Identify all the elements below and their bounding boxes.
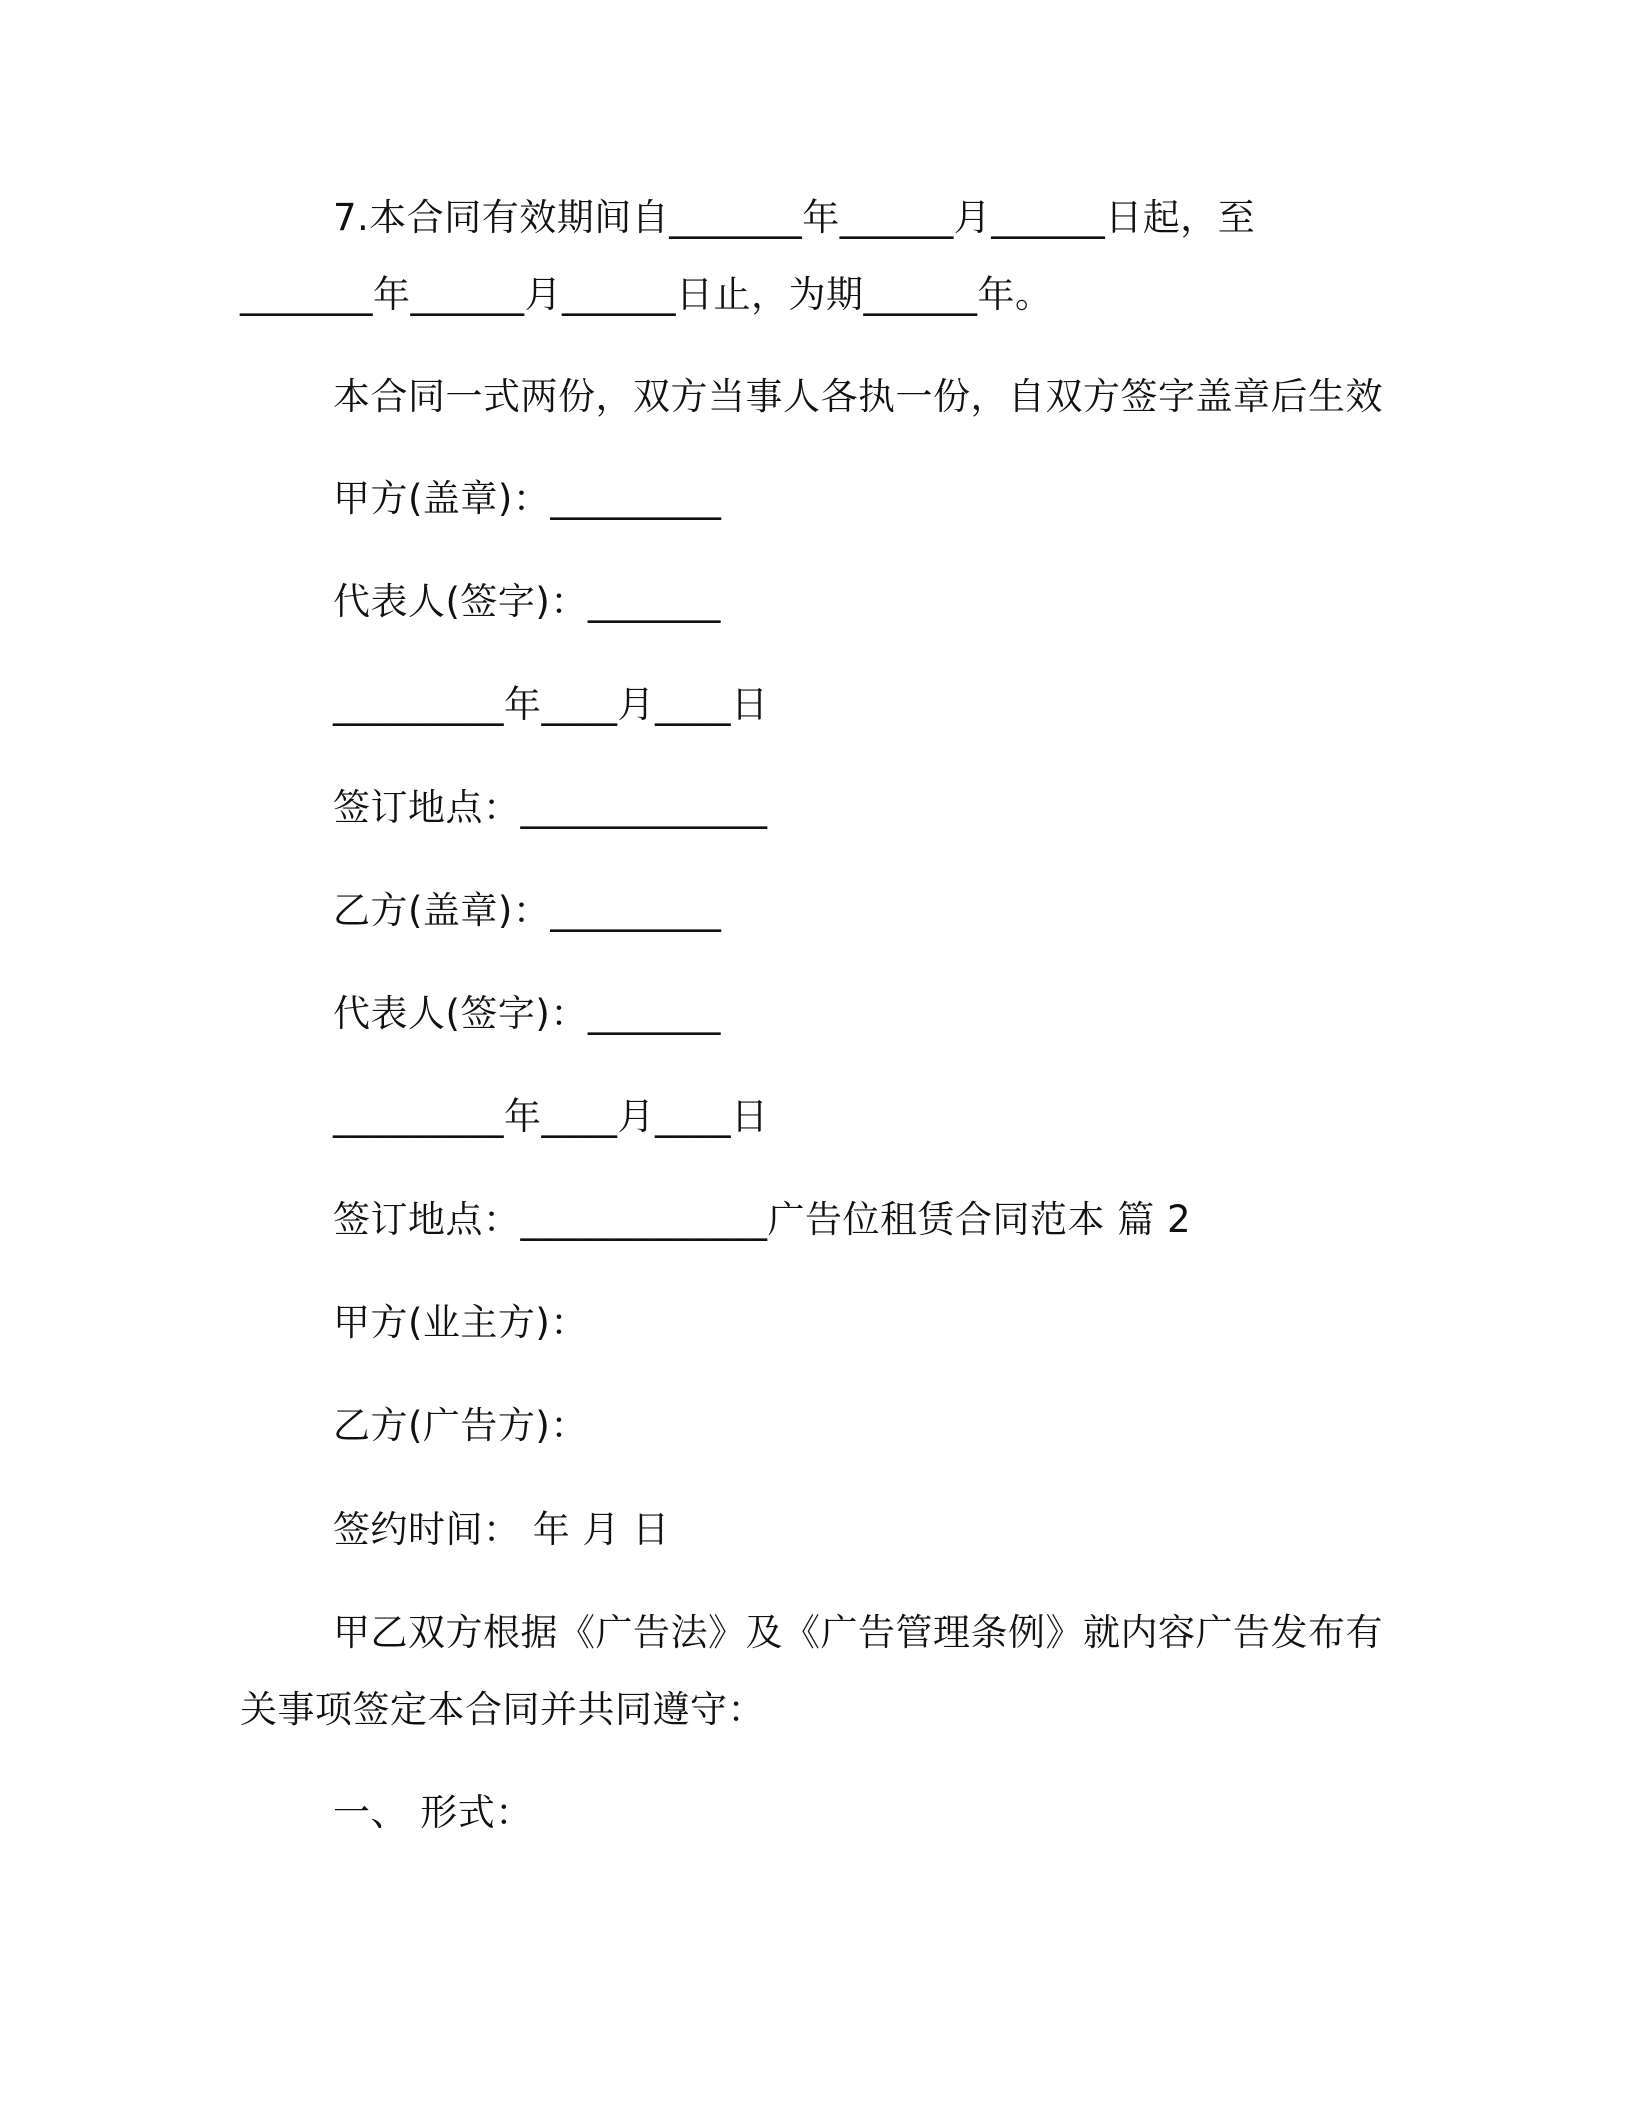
party-a-date: _________年____月____日 (333, 683, 769, 726)
contract-term-line-2: _______年______月______日止，为期______年。 (240, 273, 1053, 316)
party-a-signing-place: 签订地点：_____________ (333, 786, 768, 829)
party-a-seal: 甲方(盖章)：_________ (333, 477, 722, 520)
party-b-representative: 代表人(签字)：_______ (333, 992, 721, 1035)
party-b-seal: 乙方(盖章)：_________ (333, 889, 722, 932)
copies-clause: 本合同一式两份，双方当事人各执一份，自双方签字盖章后生效 (333, 375, 1383, 418)
party-b-signing-place: 签订地点：_____________广告位租赁合同范本 篇 2 (333, 1198, 1192, 1241)
agreement-basis-line-1: 甲乙双方根据《广告法》及《广告管理条例》就内容广告发布有 (333, 1611, 1383, 1654)
section-heading-form: 一、 形式： (333, 1791, 533, 1834)
signing-time: 签约时间： 年 月 日 (333, 1508, 670, 1551)
party-a-owner: 甲方(业主方)： (333, 1301, 588, 1344)
party-a-representative: 代表人(签字)：_______ (333, 580, 721, 623)
party-b-advertiser: 乙方(广告方)： (333, 1404, 588, 1447)
party-b-date: _________年____月____日 (333, 1095, 769, 1138)
agreement-basis-line-2: 关事项签定本合同并共同遵守： (240, 1688, 765, 1731)
contract-term-line-1: 7.本合同有效期间自_______年______月______日起，至 (333, 196, 1256, 239)
